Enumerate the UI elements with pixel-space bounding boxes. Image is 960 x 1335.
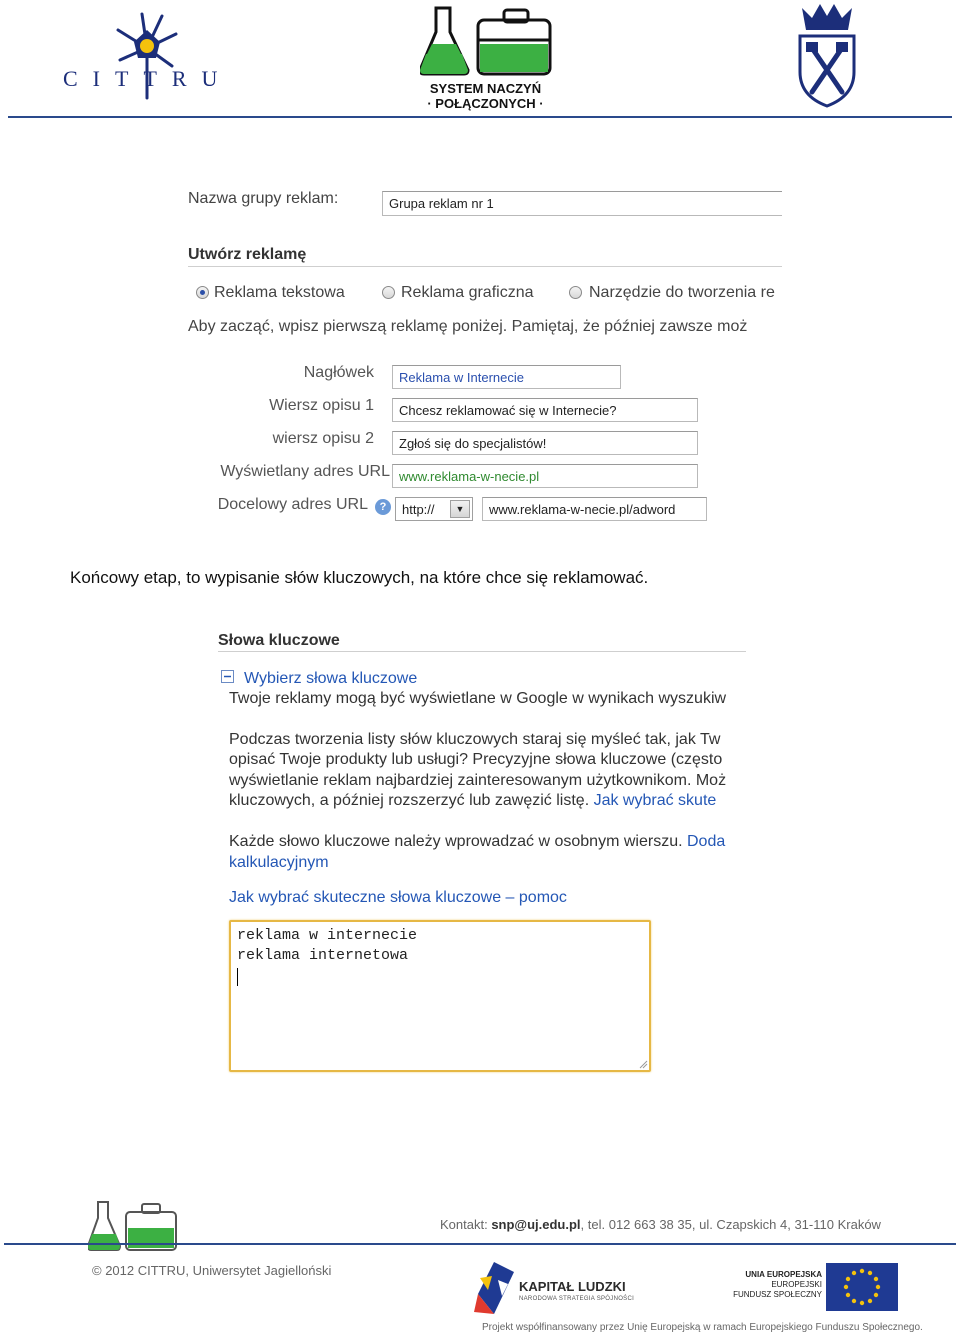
step-caption: Końcowy etap, to wypisanie słów kluczowych, na które chce się reklamować. (70, 568, 649, 587)
eu-line2: EUROPEJSKI (771, 1280, 822, 1289)
system-logo-text (418, 81, 553, 111)
resize-handle-icon[interactable] (638, 1059, 648, 1069)
protocol-value: http:// (402, 501, 435, 517)
keywords-help-link[interactable]: Jak wybrać skuteczne słowa kluczowe – pomoc (229, 889, 567, 906)
keywords-textarea[interactable] (229, 920, 651, 1072)
choose-keywords-link[interactable]: Jak wybrać skute (593, 792, 717, 809)
contact-prefix: Kontakt: (440, 1217, 492, 1232)
ad-group-name-input[interactable]: Grupa reklam nr 1 (382, 191, 782, 216)
cittru-logo (60, 8, 240, 103)
keywords-heading: Słowa kluczowe (218, 632, 340, 649)
contact-email-link[interactable]: snp@uj.edu.pl (491, 1217, 581, 1232)
system-logo-line1: SYSTEM NACZYŃ (429, 81, 542, 96)
choose-keywords-toggle[interactable]: Wybierz słowa kluczowe (244, 670, 418, 687)
help-icon[interactable]: ? (375, 499, 391, 515)
one-per-line-note (229, 832, 725, 852)
kapital-ludzki-title: KAPITAŁ LUDZKI (519, 1279, 626, 1294)
headline-label: Nagłówek (303, 364, 374, 381)
copyright-text: © 2012 CITTRU, Uniwersytet Jagielloński (92, 1263, 332, 1278)
description-line1-label: Wiersz opisu 1 (269, 397, 374, 414)
eu-line1: UNIA EUROPEJSKA (745, 1270, 822, 1279)
tips-line-2: opisać Twoje produkty lub usługi? Precyzyjne słowa kluczowe (często (229, 751, 723, 768)
form-intro-text: Aby zacząć, wpisz pierwszą reklamę poniżej. Pamiętaj, że później zawsze moż (188, 318, 748, 335)
eu-line3: FUNDUSZ SPOŁECZNY (733, 1290, 822, 1299)
flask-briefcase-icon (420, 6, 552, 76)
crest-icon (796, 2, 858, 108)
display-url-input[interactable]: www.reklama-w-necie.pl (392, 464, 698, 488)
radio-empty-icon[interactable] (382, 286, 395, 299)
description-line2-input[interactable]: Zgłoś się do specjalistów! (392, 431, 698, 455)
tips-line-4 (229, 791, 716, 811)
description-line2-label: wiersz opisu 2 (272, 430, 374, 447)
radio-empty-icon[interactable] (569, 286, 582, 299)
kapital-ludzki-logo-icon (474, 1262, 516, 1314)
tips-line-1: Podczas tworzenia listy słów kluczowych staraj się myśleć tak, jak Tw (229, 731, 721, 748)
eu-label (730, 1270, 822, 1300)
display-url-label: Wyświetlany adres URL (220, 463, 390, 480)
headline-input[interactable]: Reklama w Internecie (392, 365, 621, 389)
eu-flag-icon (826, 1263, 898, 1311)
spreadsheet-link[interactable]: kalkulacyjnym (229, 854, 329, 871)
ad-group-name-label: Nazwa grupy reklam: (188, 190, 339, 207)
add-from-spreadsheet-link[interactable]: Doda (686, 833, 726, 850)
one-per-line-text: Każde słowo kluczowe należy wprowadzać w osobnym wierszu. (229, 833, 687, 850)
tips-line-4-text: kluczowych, a później rozszerzyć lub zawęzić listę. (229, 792, 594, 809)
ad-type-image-label: Reklama graficzna (401, 284, 534, 301)
create-ad-heading: Utwórz reklamę (188, 246, 307, 263)
keywords-intro-line: Twoje reklamy mogą być wyświetlane w Google w wynikach wyszukiw (229, 690, 727, 707)
destination-url-label: Docelowy adres URL (217, 496, 368, 513)
text-caret (237, 968, 238, 986)
collapse-minus-icon[interactable] (221, 670, 234, 683)
keywords-screenshot (212, 626, 746, 1081)
section-divider (188, 266, 782, 267)
tips-line-3: wyświetlanie reklam najbardziej zainteresowanym użytkownikom. Moż (229, 772, 727, 789)
contact-info (440, 1217, 881, 1232)
header-divider (8, 116, 952, 118)
ad-form-screenshot (182, 182, 782, 542)
radio-selected-icon[interactable] (196, 286, 209, 299)
kapital-ludzki-subtitle: NARODOWA STRATEGIA SPÓJNOŚCI (519, 1296, 635, 1302)
system-logo-line2: · POŁĄCZONYCH · (427, 96, 544, 111)
keyword-line: reklama w internecie (237, 927, 418, 944)
destination-url-input[interactable]: www.reklama-w-necie.pl/adword (482, 497, 707, 521)
ad-type-text-label: Reklama tekstowa (214, 284, 345, 301)
keywords-divider (218, 651, 746, 652)
description-line1-input[interactable]: Chcesz reklamować się w Internecie? (392, 398, 698, 422)
footer-divider (4, 1243, 956, 1245)
contact-details: , tel. 012 663 38 35, ul. Czapskich 4, 31-110 Kraków (580, 1217, 881, 1232)
system-naczyn-logo (418, 6, 553, 116)
project-funding-text: Projekt współfinansowany przez Unię Europejską w ramach Europejskiego Funduszu Społecznego. (482, 1322, 923, 1333)
chevron-down-icon[interactable]: ▼ (450, 500, 470, 518)
ad-type-builder-label: Narzędzie do tworzenia re (589, 284, 775, 301)
university-crest (796, 2, 858, 108)
cittru-logo-text: CITTRU (63, 66, 233, 91)
keyword-line: reklama internetowa (237, 947, 409, 964)
